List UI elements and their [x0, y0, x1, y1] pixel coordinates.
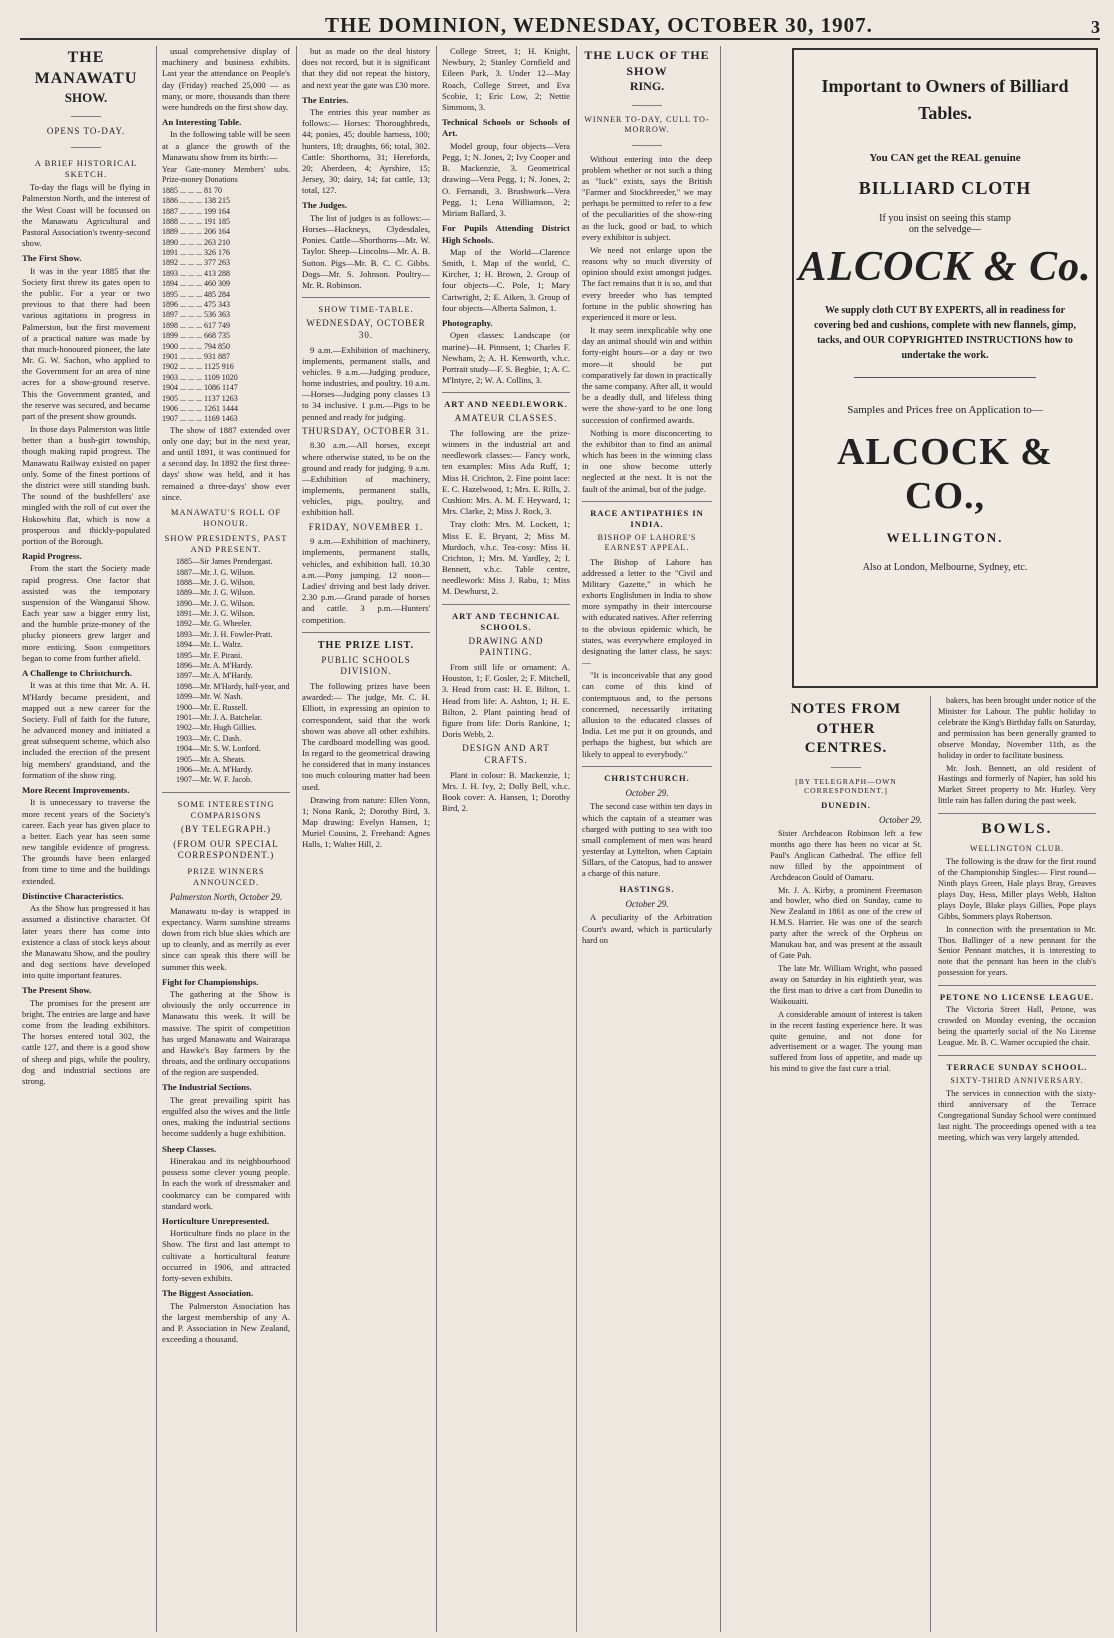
column-rule — [156, 46, 157, 1632]
masthead — [20, 12, 1100, 40]
list-item: 1890—Mr. J. G. Wilson. — [176, 598, 255, 608]
paragraph: The late Mr. William Wright, who passed away on Saturday in his eightieth year, was the first man to drive a cart from Dunedin to Waikouaiti. — [770, 964, 922, 1006]
paragraph: From still life or ornament: A. Houston, 1; F. Gosler, 2; F. Mitchell, 3. Head from cast: H. E. Bilton, 1. Head from life: A. Ashton, 1; H. E. Bilton, 2. Plant painting head of figure from life: Doris Rankine, 1; Doris Webb, 2. — [442, 662, 570, 740]
divider — [938, 985, 1096, 986]
subheading: A Challenge to Christchurch. — [22, 667, 132, 678]
list-item: 1896—Mr. A. M'Hardy. — [176, 661, 253, 671]
paragraph: The Palmerston Association has the largest membership of any A. and P. Association in New Zealand, exceeding a thousand. — [162, 1300, 290, 1345]
subheading: Technical Schools or Schools of Art. — [442, 117, 570, 139]
paragraph: The following are the prize-winners in the industrial art and needlework classes:— Fancy work, ten examples: Miss Ada Ruff, 1; Miss H. Crichton, 2. Fine point lace: E. C. Hazelwood, 1; Mrs. E. Rills, 2. Cushion: Mrs. A. M. F. Heyward, 1; Mrs. Clarke, 2; Miss J. Rock, 3. — [442, 427, 570, 517]
presidents-list — [162, 557, 290, 786]
section-heading: SOME INTERESTING COMPARISONS — [177, 798, 275, 820]
day-heading: THURSDAY, OCTOBER 31. — [302, 425, 430, 436]
section-subheading: DRAWING AND PAINTING. — [468, 635, 544, 658]
column-rule — [576, 46, 577, 1632]
section-heading: MANAWATU'S ROLL OF HONOUR. — [170, 506, 282, 528]
table-row: 1904 ... ... ... 1086 1147 — [162, 383, 238, 393]
subheading: Sheep Classes. — [162, 1143, 217, 1154]
dateline: Palmerston North, October 29. — [169, 891, 283, 902]
paragraph: As the Show has progressed it has assumed a distinctive character. Of later years there has come into existence a class of stock keys about the Manawatu Show, and the poultry and dog sections have developed into quite important features. — [22, 903, 150, 981]
list-item: 1895—Mr. F. Pirani. — [176, 650, 243, 660]
column-1 — [22, 46, 150, 1632]
paragraph: It may seem inexplicable why one day an animal should win and within forty-eight hours—or a day or two more—it should be put comparatively far down in practically the same company. After all, it would be a deadly dull, and lifeless thing were the show-yard to be one long succession of confirmed awards. — [582, 325, 712, 425]
dateline: October 29. — [625, 787, 669, 798]
list-item: 1897—Mr. A. M'Hardy. — [176, 671, 253, 681]
list-item: 1898—Mr. M'Hardy, half-year, and — [176, 681, 290, 691]
subheading: Horticulture Unrepresented. — [162, 1215, 270, 1226]
section-heading: A BRIEF HISTORICAL SKETCH. — [34, 158, 138, 180]
section-heading: PRIZE WINNERS ANNOUNCED. — [187, 865, 265, 887]
article-subtitle: WINNER TO-DAY, CULL TO-MORROW. — [584, 114, 710, 135]
ad-company-name: ALCOCK & CO., — [837, 431, 1053, 517]
paragraph: College Street, 1; H. Knight, Newbury, 2; Stanley Cornfield and Eileen Park, 3. Under 12—May Roach, College Street, and Eva Scobie, 1; Eric Low, 2; Nettie Simmons, 3. — [442, 46, 570, 112]
byline: (FROM OUR SPECIAL CORRESPONDENT.) — [173, 838, 279, 861]
table-row: 1905 ... ... ... 1137 1263 — [162, 393, 238, 403]
column-rule — [436, 46, 437, 1632]
subheading: Photography. — [442, 317, 493, 328]
paragraph: Nothing is more disconcerting to the exhibitor than to find an animal which has been in the winning class in one show become utterly neglected at the next. It is not the fault of the animal, but of the judge. — [582, 427, 712, 494]
paragraph: From the start the Society made rapid progress. One factor that assisted was the temporary suspension of the Wanganui Show. Each year saw a bigger entry list, and the humble prize-money of the plucky pioneers grew larger and more enticing. Soon competitors began to come from further afield. — [22, 563, 150, 663]
column-rule — [930, 696, 931, 1632]
paragraph: 9 a.m.—Exhibition of machinery, implements, permanent stalls, vehicles, and exhibition hall. 10.30 a.m.—Pony jumping. 12 noon—Ladies' driving and best lady driver. 2.30 p.m.—Grand parade of horses and cattle. 3 p.m.—Hunters' competition. — [302, 536, 430, 625]
section-heading: BOWLS. — [981, 821, 1053, 838]
table-row: 1890 ... ... ... 263 210 — [162, 237, 230, 247]
subheading: The Industrial Sections. — [162, 1082, 252, 1093]
divider: ——— — [831, 761, 861, 773]
section-heading: DUNEDIN. — [821, 800, 871, 811]
table-row: 1899 ... ... ... 668 735 — [162, 331, 230, 341]
growth-table — [162, 186, 290, 425]
paragraph: The entries this year number as follows:— Horses: Thoroughbreds, 44; ponies, 45; double harness, 100; hunters, 18; draughts, 66; total, 302. Cattle: Shorthorns, 31; Herefords, 20; Aberdeen, 4; Ayrshire, 15; Jersey, 30; dairy, 14; fat cattle, 13; total, 127. — [302, 107, 430, 196]
paragraph: The Bishop of Lahore has addressed a letter to the "Civil and Military Gazette," in which he exhorts Englishmen in India to show more sympathy in their intercourse with educated natives. After referring to the obvious epidemic which, he states, was everywhere employed in designating the latter class, he says:— — [582, 556, 712, 668]
paragraph: Sister Archdeacon Robinson left a few months ago there has been no vicar at St. Paul's Anglican Cathedral. The office fell now filled by the appointment of Archdeacon Gould of Oamaru. — [770, 828, 922, 882]
paragraph: "It is inconceivable that any good can come of this kind of contemptuous and, to the persons concerned, necessarily irritating allusion to the educated classes of India. Let me put it on grounds, and perhaps the highest, but which are likely to appeal to everybody." — [582, 670, 712, 759]
ad-text: Samples and Prices free on Application to— — [847, 404, 1043, 416]
table-row: 1907 ... ... ... 1169 1463 — [162, 414, 238, 424]
dateline: October 29. — [625, 898, 669, 909]
section-heading: SHOW TIME-TABLE. — [318, 304, 414, 315]
day-heading: WEDNESDAY, OCTOBER 30. — [306, 318, 426, 340]
table-row: 1896 ... ... ... 475 343 — [162, 300, 230, 310]
list-item: 1904—Mr. S. W. Lonford. — [176, 744, 261, 754]
paragraph: Map of the World—Clarence Smith, 1. Map of the world, C. Kircher, 1; H. Brown, 2. Group of four objects—C. Pole, 1; Mary Cartwright, 2; E. Aiken, 3. Group of four objects—Alberta Salmon, 1. — [442, 246, 570, 313]
column-5 — [582, 46, 712, 1632]
article-title-line2: RING. — [629, 79, 665, 94]
list-item: 1906—Mr. A. M'Hardy. — [176, 764, 253, 774]
ad-tagline: You CAN get the REAL genuine — [869, 152, 1021, 164]
dateline: October 29. — [879, 815, 922, 826]
divider: ——— — [71, 142, 101, 154]
paragraph: The following prizes have been awarded:— The judge, Mr. C. H. Elliott, in expressing an opinion to correspondent, said that the work shown was above all other exhibits. The cardboard modelling was good. In regard to the geometrical drawing he considered that in many instances too much colouring matter had been used. — [302, 681, 430, 792]
column-2 — [162, 46, 290, 1632]
paragraph: The gathering at the Show is obviously the only occurrence in Manawatu this week. It will be massive. The spirit of competition has urged Manawatu and Wairarapa and Hawke's Bay farmers by the throats, and the ordinary occupations of the region are suspended. — [162, 989, 290, 1078]
section-subheading: SHOW PRESIDENTS, PAST AND PRESENT. — [164, 533, 288, 555]
paragraph: Horticulture finds no place in the Show. The first and last attempt to cultivate a horticultural feature occurred in 1906, and attracted forty-seven exhibits. — [162, 1228, 290, 1283]
paragraph: It was in the year 1885 that the Society first threw its gates open to the public. For a year or two previous to that there had been various agitations in progress in Palmerston, but the first movement of a practical nature was made by that much-honoured pioneer, the late Mr. G. W. Sachon, who applied to the Government for an area of nine acres for a show-ground reserve. This the Government granted, and the reserve was secured, and became part of the present show grounds. — [22, 265, 150, 421]
article-title: NOTES FROM OTHER — [790, 701, 902, 737]
ad-headline-line2: Tables. — [918, 103, 972, 123]
paragraph: Manawatu to-day is wrapped in expectancy. Warm sunshine streams down from rich blue skies which are up to cleanly, and as merrily as ever since can speak this there will be summer this week. — [162, 905, 290, 972]
divider: ——— — [632, 139, 662, 151]
table-header: Year Gate-money Members' subs. Prize-money Donations — [162, 164, 290, 185]
alcock-logo-stamp: ALCOCK & Co. — [798, 244, 1092, 290]
subheading: Rapid Progress. — [22, 551, 82, 562]
divider — [302, 297, 430, 298]
divider — [854, 377, 1035, 378]
paragraph: We need not enlarge upon the reasons why so much diversity of opinion should exist amongst judges. The fact remains that it is so, and that every breeder who has tempted fortune in the public showring has experienced it more or less. — [582, 244, 712, 322]
paragraph: The following is the draw for the first round of the Championship Singles:— First round—Ninth plays Green, Hale plays Bray, Greaves plays Day, Hess, Miller plays Webb, Halton plays Doyle, Blake plays Gillies, Pope plays Gibbs, Sommers plays Robertson. — [938, 857, 1096, 921]
divider — [442, 604, 570, 605]
divider — [162, 792, 290, 793]
section-subheading: SIXTY-THIRD ANNIVERSARY. — [950, 1076, 1084, 1086]
paragraph: The second case within ten days in which the captain of a steamer was charged with putting to sea with too small complement of men was heard yesterday at Lyttelton, when Captain Sillars, of the Catopus, had to answer a charge of this nature. — [582, 801, 712, 879]
divider — [938, 813, 1096, 814]
paragraph: The Victoria Street Hall, Petone, was crowded on Monday evening, the occasion being the quarterly social of the No License League. Mr. B. C. Warner occupied the chair. — [938, 1005, 1096, 1048]
table-row: 1892 ... ... ... 377 263 — [162, 258, 230, 268]
paragraph: It is unnecessary to traverse the more recent years of the Society's career. Each year has given place to a better. Each year has seen some new tangible evidence of progress. The grounds have been enlarged from time to time and the buildings extended. — [22, 797, 150, 886]
list-item: 1892—Mr. G. Wheeler. — [176, 619, 252, 629]
section-subheading: AMATEUR CLASSES. — [454, 413, 558, 424]
subheading: The Biggest Association. — [162, 1288, 254, 1299]
table-row: 1893 ... ... ... 413 288 — [162, 268, 230, 278]
list-item: 1889—Mr. J. G. Wilson. — [176, 588, 255, 598]
section-heading: RACE ANTIPATHIES IN INDIA. — [590, 507, 704, 529]
table-row: 1895 ... ... ... 485 284 — [162, 289, 230, 299]
divider — [938, 1055, 1096, 1056]
list-item: 1894—Mr. L. Waltz. — [176, 640, 243, 650]
byline: [BY TELEGRAPH—OWN CORRESPONDENT.] — [795, 776, 897, 796]
column-rule — [296, 46, 297, 1632]
masthead-title: THE DOMINION, WEDNESDAY, OCTOBER 30, 1907. — [325, 13, 873, 37]
paragraph: Open classes: Landscape (or marine)—H. Pinnsent, 1; Charles F. Newham, 2; A. H. Kenworth, v.h.c. Portrait study—F. S. Begbie, 1; A. C. M'Intyre, 2; W. A. Collins, 3. — [442, 330, 570, 386]
paragraph: Model group, four objects—Vera Pegg, 1; N. Jones, 2; Ivy Cooper and B. Mackenzie, 3. Geometrical drawing—Vera Pegg, 1; N. Jones, 2; O. Fernandi, 3. Brushwork—Vera Pegg, 1; Lena Williamson, 2; Miriam Ballard, 3. — [442, 140, 570, 218]
article-title-line2: CENTRES. — [804, 740, 888, 756]
section-heading: PETONE NO LICENSE LEAGUE. — [939, 992, 1095, 1003]
divider — [582, 501, 712, 502]
section-heading: TERRACE SUNDAY SCHOOL. — [946, 1061, 1088, 1072]
ad-body: We supply cloth CUT BY EXPERTS, all in readiness for covering bed and cushions, complete with new flannels, gimp, tacks, and OUR COPYRIGHTED INSTRUCTIONS how to undertake the work. — [814, 305, 1076, 361]
divider — [302, 632, 430, 633]
divider — [582, 766, 712, 767]
paragraph: Hinerakau and its neighbourhood possess some clever young people. In each the work of dressmaker and cookmarcy can be compared with standard work. — [162, 1156, 290, 1211]
section-subheading: WELLINGTON CLUB. — [969, 843, 1065, 853]
table-row: 1888 ... ... ... 191 185 — [162, 216, 230, 226]
table-row: 1885 ... ... ... 81 70 — [162, 185, 222, 195]
paragraph: Tray cloth: Mrs. M. Lockett, 1; Miss E. E. Bryant, 2; Miss M. Murdoch, v.h.c. Tea-cosy: Miss H. Crichton, 1; Mrs. M. Yardley, 2; I. Bennett, v.h.c. Table centre, needlework: Miss J. Rabu, 1; Miss M. Dewhurst, 2. — [442, 519, 570, 597]
paragraph: In the following table will be seen at a glance the growth of the Manawatu show from its birth:— — [162, 129, 290, 162]
list-item: 1901—Mr. J. A. Batchelar. — [176, 712, 262, 722]
section-heading: ART AND NEEDLEWORK. — [444, 399, 568, 410]
article-subtitle: OPENS TO-DAY. — [46, 126, 126, 137]
paragraph: In those days Palmerston was little better than a bush-girt township, though making rapid progress. The Manawatu Railway existed on paper only. Some of the finest portions of the district were still standing bush. The sound of the bushfellers' axe mingled with the roll of cut over the Hokowhitu flat, which is now a prosperous and thickly-populated portion of the Borough. — [22, 424, 150, 546]
list-item: 1907—Mr. W. F. Jacob. — [176, 775, 253, 785]
paragraph: The services in connection with the sixty-third anniversary of the Terrace Congregational Sunday School were continued last night. The proceedings opened with a tea meeting, which was very largely attended. — [938, 1089, 1096, 1143]
ad-product: BILLIARD CLOTH — [858, 178, 1032, 198]
article-title: THE LUCK OF THE SHOW — [584, 48, 710, 78]
paragraph: The great prevailing spirit has engulfed also the wives and the little ones, making the industrial sections become suddenly a huge exhibition. — [162, 1094, 290, 1139]
ad-text: on the selvedge— — [908, 224, 982, 235]
list-item: 1893—Mr. J. H. Fowler-Pratt. — [176, 629, 273, 639]
divider: ——— — [71, 111, 101, 123]
section-heading: HASTINGS. — [619, 883, 675, 894]
table-row: 1900 ... ... ... 794 850 — [162, 341, 230, 351]
list-item: 1905—Mr. A. Sheats. — [176, 754, 246, 764]
paragraph: usual comprehensive display of machinery and business exhibits. Last year the attendance on People's day (Friday) reached 25,000 — as many, or more, thousands than there were hundreds on the first show day. — [162, 46, 290, 112]
paragraph: 8.30 a.m.—All horses, except where otherwise stated, to be on the ground and ready for judging. 9 a.m.—Exhibition of machinery, implements, permanent stalls, vehicles, pigs, poultry, and exhibition hall. — [302, 440, 430, 518]
list-item: 1888—Mr. J. G. Wilson. — [176, 577, 255, 587]
table-row: 1891 ... ... ... 326 176 — [162, 248, 230, 258]
subheading: An Interesting Table. — [162, 117, 242, 128]
table-row: 1903 ... ... ... 1109 1020 — [162, 372, 238, 382]
subheading: The Present Show. — [22, 985, 92, 996]
table-row: 1886 ... ... ... 138 215 — [162, 196, 230, 206]
ad-branches: Also at London, Melbourne, Sydney, etc. — [862, 562, 1028, 573]
table-row: 1897 ... ... ... 536 363 — [162, 310, 230, 320]
subheading: The Entries. — [302, 94, 349, 105]
paragraph: A considerable amount of interest is taken in the recent fasting experience here. It was quite genuine, and not done for advertisement or a wager. The young man suffered from loss of appetite, and made up his mind to give the fast cure a trial. — [770, 1009, 922, 1074]
table-row: 1889 ... ... ... 206 164 — [162, 227, 230, 237]
article-title-line2: SHOW. — [64, 89, 108, 105]
column-rule — [720, 46, 721, 1632]
paragraph: bakers, has been brought under notice of the Minister for Labour. The public holiday to celebrate the King's Birthday falls on Saturday, and permission has been generally granted to observe Monday, November 11th, as the holiday in order to facilitate business. — [938, 696, 1096, 760]
ad-headline: Important to Owners of Billiard — [821, 76, 1069, 96]
divider — [442, 392, 570, 393]
list-item: 1887—Mr. J. G. Wilson. — [176, 567, 255, 577]
paragraph: 9 a.m.—Exhibition of machinery, implements, permanent stalls, and vehicles. 9 a.m.—Judging produce, home industries, and poultry. 10 a.m.—Horses—Judging pony classes 13 to 34 inclusive. 1 p.m.—Pigs to be penned and ready for judging. — [302, 344, 430, 422]
day-heading: FRIDAY, NOVEMBER 1. — [308, 521, 424, 532]
ad-city: WELLINGTON. — [886, 530, 1004, 545]
column-4 — [442, 46, 570, 1632]
section-heading: ART AND TECHNICAL SCHOOLS. — [451, 610, 561, 632]
table-row: 1887 ... ... ... 199 164 — [162, 206, 230, 216]
paragraph: Plant in colour: B. Mackenzie, 1; Mrs. J. H. Ivy, 2; Dolly Bell, v.h.c. Book cover: A. Hansen, 1; Dorothy Bird, 2. — [442, 769, 570, 814]
paragraph: Mr. Josh. Bennett, an old resident of Hastings and formerly of Napier, has sold his Market Street property to Mr. Hurley. Very little rain has fallen during the past week. — [938, 763, 1096, 806]
section-heading: CHRISTCHURCH. — [604, 772, 690, 783]
paragraph: Mr. J. A. Kirby, a prominent Freemason and bowler, who died on Sunday, came to New Zealand in 1861 as one of the crew of H.M.S. Harrier. He was one of the search party after the wreck of the Orpheus on Manukau bar, and was present at the assault of Gate Pah. — [770, 885, 922, 961]
paragraph: The show of 1887 extended over only one day; but in the next year, and until 1891, it was continued for a second day. In 1892 the first three-days' show was held, and it has remained a three-days' show ever since. — [162, 424, 290, 502]
byline: (BY TELEGRAPH.) — [181, 823, 271, 834]
subheading: Fight for Championships. — [162, 976, 259, 987]
paragraph: but as made on the deal history does not record, but it is significant that they did not repeat the history, and next year the gate was £30 more. — [302, 46, 430, 90]
subheading: The Judges. — [302, 200, 347, 211]
section-heading: THE PRIZE LIST. — [317, 639, 415, 651]
paragraph: Drawing from nature: Ellen Yonn, 1; Nona Rank, 2; Dorothy Bird, 3. Map drawing: Evelyn Hansen, 1; Muriel Cousins, 2. Freehand: Agnes Halls, 1; Walter Hill, 2. — [302, 794, 430, 850]
table-row: 1902 ... ... ... 1125 916 — [162, 362, 234, 372]
column-6 — [770, 696, 922, 1632]
page-number: 3 — [1091, 17, 1100, 37]
divider: ——— — [632, 99, 662, 111]
table-row: 1898 ... ... ... 617 749 — [162, 320, 230, 330]
subheading: For Pupils Attending District High Schools. — [442, 223, 570, 245]
subheading: More Recent Improvements. — [22, 784, 130, 795]
section-subheading: BISHOP OF LAHORE'S EARNEST APPEAL. — [597, 532, 697, 553]
list-item: 1902—Mr. Hugh Gillies. — [176, 723, 257, 733]
paragraph: Without entering into the deep problem whether or not such a thing as "luck" exists, says the British "Farmer and Stockbreeder," we may perhaps be permitted to refer to a few of the peculiarities of the show-ring as the luck, good or bad, to which every exhibitor is subject. — [582, 153, 712, 242]
section-subheading: DESIGN AND ART CRAFTS. — [462, 743, 550, 765]
subheading: Distinctive Characteristics. — [22, 890, 124, 901]
table-row: 1901 ... ... ... 931 887 — [162, 352, 230, 361]
list-item: 1899—Mr. W. Nash. — [176, 692, 243, 702]
paragraph: A peculiarity of the Arbitration Court's award, which is particularly hard on — [582, 912, 712, 945]
section-subheading: PUBLIC SCHOOLS DIVISION. — [321, 654, 411, 677]
article-title: THE MANAWATU — [34, 49, 138, 87]
list-item: 1885—Sir James Prendergast. — [176, 557, 273, 567]
subheading: The First Show. — [22, 253, 82, 264]
paragraph: In connection with the presentation to Mr. Thos. Ballinger of a new pennant for the Senior Pennant matches, it is interesting to note that the pennant has been in the club's possession for years. — [938, 924, 1096, 978]
list-item: 1891—Mr. J. G. Wilson. — [176, 609, 255, 619]
paragraph: The list of judges is as follows:— Horses—Hackneys, Clydesdales, Ponies. Cattle—Shorthorns—Mr. W. Taylor. Sheep—Lincolns—Mr. A. B. Sutton. Pigs—Mr. B. C. C. Gibbs. Dogs—Mr. S. Johnson. Poultry—Mr. R. Robinson. — [302, 212, 430, 290]
table-row: 1894 ... ... ... 460 309 — [162, 279, 230, 289]
paragraph: The promises for the present are bright. The entries are large and have come from the leading exhibitors. The horses entered total 302, the cattle 127, and there is a good show of sheep and pigs, while the poultry, dog and industrial sections are strong. — [22, 997, 150, 1086]
table-row: 1906 ... ... ... 1261 1444 — [162, 403, 238, 413]
billiard-cloth-advertisement — [792, 48, 1098, 688]
list-item: 1900—Mr. E. Russell. — [176, 702, 248, 712]
ad-text: If you insist on seeing this stamp — [879, 213, 1011, 224]
list-item: 1903—Mr. C. Dash. — [176, 733, 242, 743]
column-7 — [938, 696, 1096, 1632]
paragraph: To-day the flags will be flying in Palmerston North, and the interest of the West Coast will be focussed on the Manawatu Agricultural and Pastoral Association's twenty-second show. — [22, 182, 150, 249]
column-3 — [302, 46, 430, 1632]
paragraph: It was at this time that Mr. A. H. M'Hardy became president, and mapped out a new career for the Society. Full of faith for the future, he advanced money and initiated a great subsequent scheme, which also included the erection of the present big members' grandstand, and the formation of the show ring. — [22, 680, 150, 780]
